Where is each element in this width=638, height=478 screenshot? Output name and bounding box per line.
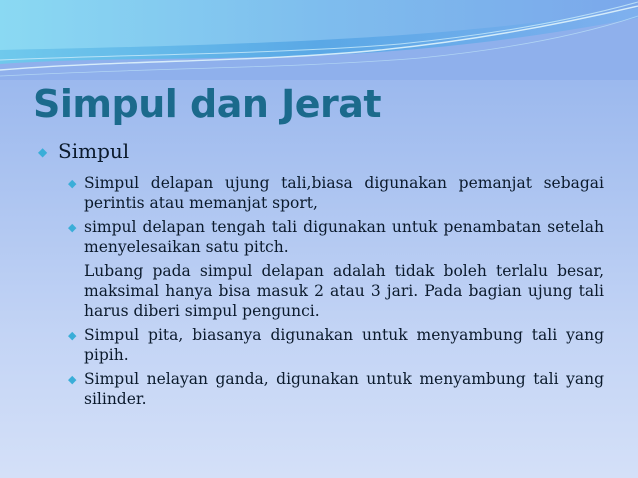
diamond-bullet-icon: ◆ (68, 177, 77, 190)
bullet-level1 (38, 138, 604, 167)
bullet-text: simpul delapan tengah tali digunakan untuk penambatan setelah menyelesaikan satu pitch. (84, 218, 604, 256)
bullet-level2 (68, 325, 604, 365)
header-wave-decoration (0, 0, 638, 80)
slide-content (38, 138, 604, 413)
bullet-level2 (68, 217, 604, 257)
main-point-text: Simpul (58, 139, 130, 163)
diamond-bullet-icon: ◆ (68, 329, 77, 342)
bullet-text: Simpul delapan ujung tali,biasa digunakan pemanjat sebagai perintis atau memanjat sport, (84, 174, 604, 212)
bullet-level2 (68, 369, 604, 409)
bullet-text: Simpul pita, biasanya digunakan untuk menyambung tali yang pipih. (84, 326, 604, 364)
diamond-bullet-icon: ◆ (38, 145, 48, 159)
paragraph-continuation (68, 261, 604, 321)
bullet-level2 (68, 173, 604, 213)
diamond-bullet-icon: ◆ (68, 373, 77, 386)
paragraph-text: Lubang pada simpul delapan adalah tidak boleh terlalu besar, maksimal hanya bisa masuk 2 atau 3 jari. Pada bagian ujung tali harus diberi simpul pengunci. (84, 262, 604, 320)
bullet-text: Simpul nelayan ganda, digunakan untuk menyambung tali yang silinder. (84, 370, 604, 408)
slide-title: Simpul dan Jerat (33, 82, 382, 126)
diamond-bullet-icon: ◆ (68, 221, 77, 234)
